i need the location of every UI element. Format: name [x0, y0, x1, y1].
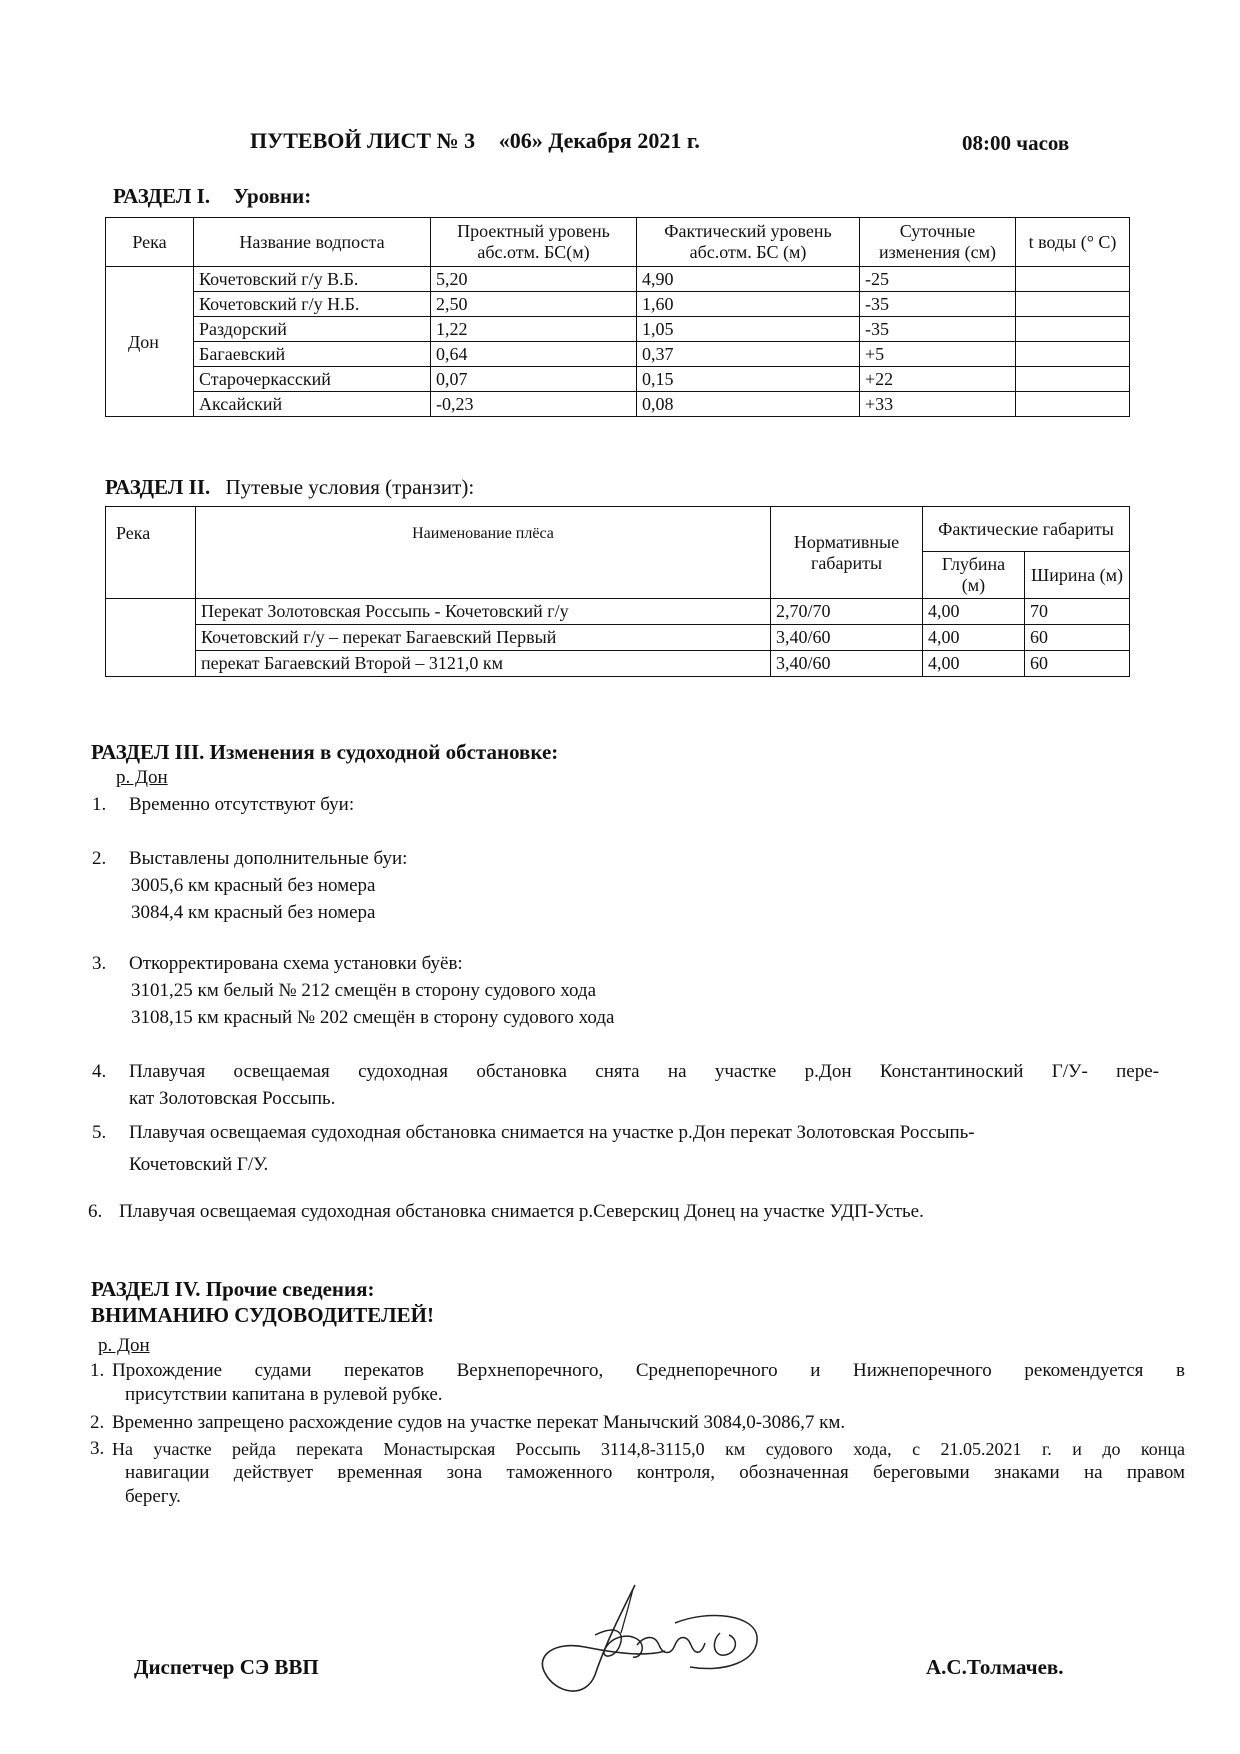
section2-heading: РАЗДЕЛ II. Путевые условия (транзит):: [105, 475, 475, 499]
document-title: [250, 128, 700, 154]
table-row: Кочетовский г/у Н.Б. 2,50 1,60 -35: [106, 292, 1130, 317]
table-row: Аксайский -0,23 0,08 +33: [106, 392, 1130, 417]
col-depth: Глубина (м): [923, 552, 1025, 599]
col-daily-change: Суточные изменения (см): [860, 218, 1016, 267]
section3-river: р. Дон: [116, 767, 168, 788]
col-project-level: Проектный уровень абс.отм. БС(м): [431, 218, 637, 267]
col-actual-dimensions: Фактические габариты: [923, 507, 1130, 552]
section4-river: р. Дон: [98, 1335, 150, 1356]
list-item: 5. Плавучая освещаемая судоходная обстановка снимается на участке р.Дон перекат Золотовская Россыпь- Кочетовский Г/У.: [92, 1122, 975, 1175]
dispatcher-title: Диспетчер СЭ ВВП: [134, 1655, 319, 1679]
river-cell-empty: [106, 599, 196, 677]
table-row: Перекат Золотовская Россыпь - Кочетовский г/у 2,70/70 4,00 70: [106, 599, 1130, 625]
waybill-time: 08:00 часов: [962, 131, 1070, 155]
table-row: Дон Кочетовский г/у В.Б. 5,20 4,90 -25: [106, 267, 1130, 292]
transit-conditions-table: [105, 506, 1130, 677]
signature-icon: [525, 1575, 775, 1705]
signatory-name: А.С.Толмачев.: [926, 1655, 1064, 1679]
river-cell: Дон: [106, 267, 194, 417]
list-item: 6. Плавучая освещаемая судоходная обстановка снимается р.Северскиц Донец на участке УДП-Устье.: [88, 1201, 924, 1222]
list-item: 2. Выставлены дополнительные буи: 3005,6 км красный без номера 3084,4 км красный без номера: [92, 848, 408, 923]
section4-heading: РАЗДЕЛ IV. Прочие сведения: ВНИМАНИЮ СУДОВОДИТЕЛЕЙ!: [91, 1277, 434, 1327]
list-item: 2. Временно запрещено расхождение судов на участке перекат Манычский 3084,0-3086,7 км.: [90, 1412, 846, 1433]
table-row: Старочеркасский 0,07 0,15 +22: [106, 367, 1130, 392]
waybill-date: «06» Декабря 2021 г.: [498, 128, 700, 153]
table-row: Раздорский 1,22 1,05 -35: [106, 317, 1130, 342]
col-river: Река: [106, 218, 194, 267]
levels-table: [105, 217, 1130, 417]
list-item: 3. Откорректирована схема установки буёв: 3101,25 км белый № 212 смещён в сторону судового хода 3108,15 км красный № 202 смещён в сторону судового хода: [92, 953, 615, 1028]
col-water-temp: t воды (° С): [1016, 218, 1130, 267]
list-item: 3. На участке рейда переката Монастырская Россыпь 3114,8-3115,0 км судового хода, с 21.05.2021 г. и до конца навигации действует временная зона таможенного контроля, обозначенная береговыми знаками на правом берегу.: [90, 1438, 1185, 1507]
section1-heading: РАЗДЕЛ I. Уровни:: [113, 184, 312, 208]
waybill-number: ПУТЕВОЙ ЛИСТ № 3: [250, 128, 476, 153]
list-item: 1. Прохождение судами перекатов Верхнепоречного, Среднепоречного и Нижнепоречного рекомендуется в присутствии капитана в рулевой рубке.: [90, 1360, 1185, 1405]
col-river: Река: [106, 507, 196, 599]
col-post-name: Название водпоста: [194, 218, 431, 267]
table-row: Багаевский 0,64 0,37 +5: [106, 342, 1130, 367]
col-width: Ширина (м): [1025, 552, 1130, 599]
transit-header-row: [106, 507, 1130, 552]
col-norm-dimensions: Нормативные габариты: [771, 507, 923, 599]
table-row: перекат Багаевский Второй – 3121,0 км 3,40/60 4,00 60: [106, 651, 1130, 677]
list-item: 1. Временно отсутствуют буи:: [92, 794, 355, 815]
list-item: 4. Плавучая освещаемая судоходная обстановка снята на участке р.Дон Константиноский Г/У- пере- кат Золотовская Россыпь.: [92, 1061, 1159, 1109]
attention-notice: ВНИМАНИЮ СУДОВОДИТЕЛЕЙ!: [91, 1303, 434, 1327]
section3-heading: РАЗДЕЛ III. Изменения в судоходной обстановке:: [91, 740, 559, 764]
col-stretch-name: Наименование плёса: [196, 507, 771, 599]
table-row: Кочетовский г/у – перекат Багаевский Первый 3,40/60 4,00 60: [106, 625, 1130, 651]
col-actual-level: Фактический уровень абс.отм. БС (м): [637, 218, 860, 267]
levels-header-row: [106, 218, 1130, 267]
